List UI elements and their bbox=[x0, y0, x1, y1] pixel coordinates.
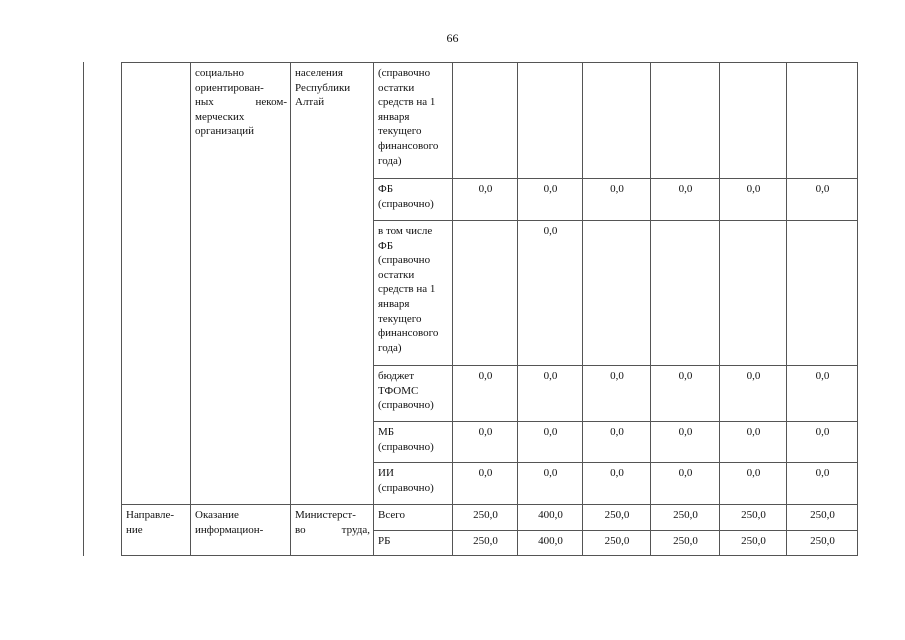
value-cell: 0,0 bbox=[453, 422, 518, 463]
budget-table bbox=[121, 62, 858, 556]
source-line: (справочно) bbox=[378, 399, 434, 412]
value-cell bbox=[651, 63, 720, 179]
value-cell: 400,0 bbox=[518, 531, 583, 556]
value-cell bbox=[453, 221, 518, 366]
value-cell: 0,0 bbox=[453, 366, 518, 422]
value-cell: 0,0 bbox=[518, 463, 583, 505]
executor-line: Республики bbox=[295, 81, 351, 94]
event-name-line: ных bbox=[195, 96, 214, 109]
source-line: января bbox=[378, 110, 410, 123]
event-name-line: ориентирован- bbox=[195, 81, 264, 94]
funding-source-cell: Всего bbox=[374, 505, 453, 531]
value-cell: 250,0 bbox=[651, 505, 720, 531]
direction-line: ние bbox=[126, 523, 143, 536]
value-cell: 0,0 bbox=[787, 366, 858, 422]
value-cell bbox=[453, 63, 518, 179]
source-line: бюджет bbox=[378, 370, 414, 382]
source-line: финансового bbox=[378, 139, 439, 152]
event-name-cell bbox=[191, 63, 291, 505]
value-cell bbox=[787, 221, 858, 366]
event-name-line: информацион- bbox=[195, 523, 264, 536]
source-line: ФБ bbox=[378, 239, 394, 252]
source-line: текущего bbox=[378, 312, 422, 325]
value-cell: 250,0 bbox=[720, 531, 787, 556]
value-cell: 0,0 bbox=[720, 422, 787, 463]
event-name-line: Оказание bbox=[195, 509, 239, 521]
source-line: текущего bbox=[378, 125, 422, 138]
event-name-line: организаций bbox=[195, 125, 255, 138]
value-cell: 400,0 bbox=[518, 505, 583, 531]
funding-source-cell bbox=[374, 463, 453, 505]
value-cell: 250,0 bbox=[787, 531, 858, 556]
executor-cell bbox=[291, 63, 374, 505]
value-cell: 250,0 bbox=[583, 505, 651, 531]
source-line: финансового bbox=[378, 327, 439, 340]
source-line: средств на 1 bbox=[378, 283, 436, 296]
event-name-line: неком- bbox=[255, 96, 287, 109]
value-cell: 0,0 bbox=[787, 179, 858, 221]
value-cell: 250,0 bbox=[720, 505, 787, 531]
source-line: остатки bbox=[378, 268, 415, 281]
funding-source-cell: РБ bbox=[374, 531, 453, 556]
value-cell: 0,0 bbox=[720, 366, 787, 422]
source-line: остатки bbox=[378, 81, 415, 94]
source-line: ФБ bbox=[378, 183, 394, 195]
funding-source-cell bbox=[374, 179, 453, 221]
event-name-line: социально bbox=[195, 67, 245, 79]
funding-source-cell bbox=[374, 63, 453, 179]
value-cell: 250,0 bbox=[583, 531, 651, 556]
value-cell: 0,0 bbox=[787, 463, 858, 505]
value-cell bbox=[518, 63, 583, 179]
source-line: (справочно) bbox=[378, 440, 434, 453]
value-cell bbox=[583, 221, 651, 366]
value-cell: 0,0 bbox=[720, 463, 787, 505]
value-cell bbox=[787, 63, 858, 179]
executor-line: населения bbox=[295, 67, 343, 79]
value-cell: 0,0 bbox=[518, 366, 583, 422]
value-cell: 250,0 bbox=[651, 531, 720, 556]
page-number: 66 bbox=[446, 31, 459, 45]
value-cell: 0,0 bbox=[651, 366, 720, 422]
value-cell: 0,0 bbox=[453, 463, 518, 505]
executor-line: во труда, bbox=[295, 523, 370, 536]
value-cell: 0,0 bbox=[518, 221, 583, 366]
source-line: МБ bbox=[378, 426, 395, 438]
funding-source-cell bbox=[374, 422, 453, 463]
left-margin-rule bbox=[83, 62, 84, 556]
source-line: в том числе bbox=[378, 225, 433, 237]
value-cell: 0,0 bbox=[651, 422, 720, 463]
value-cell: 0,0 bbox=[453, 179, 518, 221]
source-line: ТФОМС bbox=[378, 384, 419, 397]
table-row bbox=[122, 505, 858, 531]
value-cell: 0,0 bbox=[651, 179, 720, 221]
source-line: (справочно bbox=[378, 254, 431, 267]
value-cell: 0,0 bbox=[583, 366, 651, 422]
direction-cell bbox=[122, 505, 191, 556]
direction-line: Направле- bbox=[126, 509, 175, 521]
value-cell: 0,0 bbox=[583, 463, 651, 505]
source-line: средств на 1 bbox=[378, 96, 436, 109]
value-cell: 0,0 bbox=[583, 422, 651, 463]
value-cell: 0,0 bbox=[583, 179, 651, 221]
value-cell: 250,0 bbox=[453, 531, 518, 556]
value-cell bbox=[651, 221, 720, 366]
event-name-cell bbox=[191, 505, 291, 556]
direction-cell-empty bbox=[122, 63, 191, 505]
value-cell: 250,0 bbox=[453, 505, 518, 531]
value-cell bbox=[583, 63, 651, 179]
funding-source-cell bbox=[374, 221, 453, 366]
source-line: ИИ bbox=[378, 467, 394, 479]
source-line: (справочно) bbox=[378, 481, 434, 494]
table-row bbox=[122, 63, 858, 179]
source-line: (справочно) bbox=[378, 197, 434, 210]
executor-cell bbox=[291, 505, 374, 556]
source-line: года) bbox=[378, 154, 402, 167]
source-line: января bbox=[378, 297, 410, 310]
value-cell bbox=[720, 221, 787, 366]
event-name-line: мерческих bbox=[195, 110, 245, 123]
executor-line: Алтай bbox=[295, 96, 325, 109]
source-line: (справочно bbox=[378, 67, 431, 79]
value-cell: 0,0 bbox=[518, 422, 583, 463]
value-cell: 0,0 bbox=[518, 179, 583, 221]
value-cell bbox=[720, 63, 787, 179]
value-cell: 0,0 bbox=[720, 179, 787, 221]
funding-source-cell bbox=[374, 366, 453, 422]
executor-line: Министерст- bbox=[295, 509, 356, 521]
value-cell: 0,0 bbox=[651, 463, 720, 505]
value-cell: 250,0 bbox=[787, 505, 858, 531]
source-line: года) bbox=[378, 341, 402, 354]
value-cell: 0,0 bbox=[787, 422, 858, 463]
